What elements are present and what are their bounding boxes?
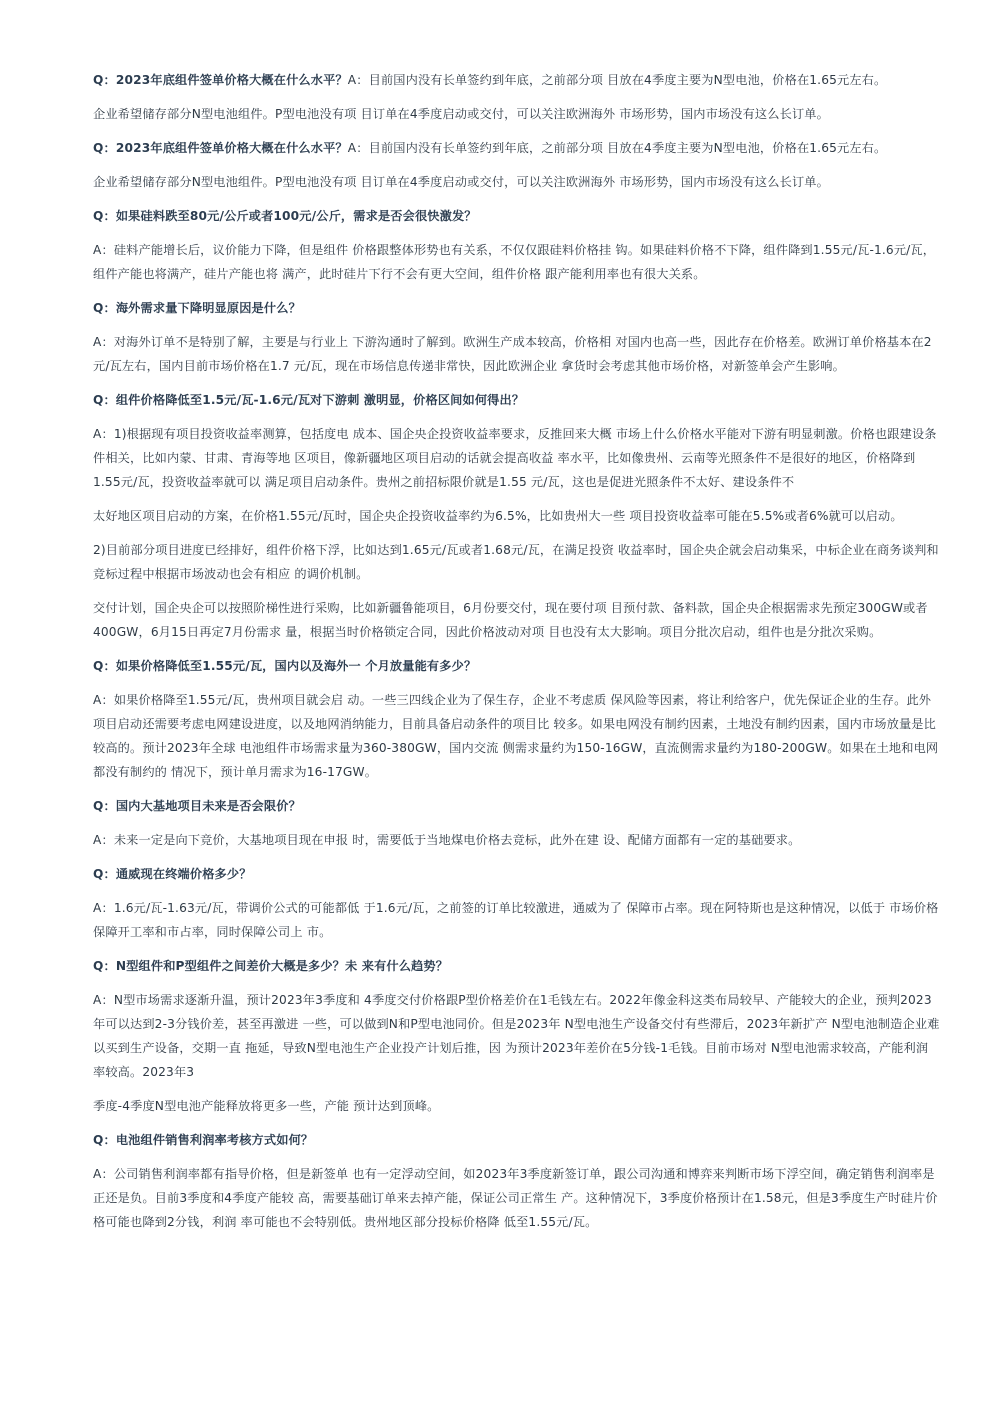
- answer-paragraph: 交付计划，国企央企可以按照阶梯性进行采购，比如新疆鲁能项目，6月份要交付，现在要付项 目预付款、备料款，国企央企根据需求先预定300GW或者400GW，6月15日再定7月份需求 量，根据当时价格锁定合同，因此价格波动对项 目也没有太大影响。项目分批次启动，组件也是分批次采购。: [93, 601, 928, 639]
- answer-paragraph: A：1.6元/瓦-1.63元/瓦，带调价公式的可能都低 于1.6元/瓦，之前签的订单比较激进，通威为了 保障市占率。现在阿特斯也是这种情况，以低于 市场价格保障开工率和市占率，同时保障公司上 市。: [93, 901, 939, 939]
- answer-text: A：目前国内没有长单签约到年底，之前部分项 目放在4季度主要为N型电池，价格在1.65元左右。: [347, 73, 887, 87]
- answer-paragraph: A：未来一定是向下竞价，大基地项目现在申报 时，需要低于当地煤电价格去竞标，此外在建 设、配储方面都有一定的基础要求。: [93, 833, 801, 847]
- answer-paragraph: 企业希望储存部分N型电池组件。P型电池没有项 目订单在4季度启动或交付，可以关注欧洲海外 市场形势，国内市场没有这么长订单。: [93, 175, 829, 189]
- answer-paragraph: A：硅料产能增长后，议价能力下降，但是组件 价格跟整体形势也有关系，不仅仅跟硅料价格挂 钩。如果硅料价格不下降，组件降到1.55元/瓦-1.6元/瓦，组件产能也将满产，硅片产能也将 满产，此时硅片下行不会有更大空间，组件价格 跟产能利用率也有很大关系。: [93, 243, 936, 281]
- question-heading: Q：海外需求量下降明显原因是什么？: [93, 301, 301, 315]
- answer-paragraph: A：公司销售利润率都有指导价格，但是新签单 也有一定浮动空间，如2023年3季度新签订单，跟公司沟通和博弈来判断市场下浮空间，确定销售利润率是正还是负。目前3季度和4季度产能较 高，需要基础订单来去掉产能，保证公司正常生 产。这种情况下，3季度价格预计在1.58元，但是3季度生产时硅片价格可能也降到2分钱，利润 率可能也不会特别低。贵州地区部分投标价格降 低至1.55元/瓦。: [93, 1167, 938, 1229]
- question-heading: Q：电池组件销售利润率考核方式如何？: [93, 1133, 314, 1147]
- question-text: Q：2023年底组件签单价格大概在什么水平？: [93, 73, 348, 87]
- answer-paragraph: 季度-4季度N型电池产能释放将更多一些，产能 预计达到顶峰。: [93, 1099, 440, 1113]
- answer-paragraph: 2)目前部分项目进度已经排好，组件价格下浮，比如达到1.65元/瓦或者1.68元/瓦，在满足投资 收益率时，国企央企就会启动集采，中标企业在商务谈判和竞标过程中根据市场波动也会有相应 的调价机制。: [93, 543, 939, 581]
- answer-paragraph: 企业希望储存部分N型电池组件。P型电池没有项 目订单在4季度启动或交付，可以关注欧洲海外 市场形势，国内市场没有这么长订单。: [93, 107, 829, 121]
- question-heading: Q：通威现在终端价格多少？: [93, 867, 252, 881]
- question-heading: Q：如果价格降低至1.55元/瓦，国内以及海外一 个月放量能有多少？: [93, 659, 477, 673]
- question-text: Q：2023年底组件签单价格大概在什么水平？: [93, 141, 348, 155]
- question-heading: Q：N型组件和P型组件之间差价大概是多少？未 来有什么趋势？: [93, 959, 449, 973]
- answer-text: A：目前国内没有长单签约到年底，之前部分项 目放在4季度主要为N型电池，价格在1.65元左右。: [347, 141, 887, 155]
- answer-paragraph: 太好地区项目启动的方案，在价格1.55元/瓦时，国企央企投资收益率约为6.5%，比如贵州大一些 项目投资收益率可能在5.5%或者6%就可以启动。: [93, 509, 903, 523]
- qa-paragraph: [93, 136, 940, 160]
- question-heading: Q：如果硅料跌至80元/公斤或者100元/公斤，需求是否会很快激发？: [93, 209, 477, 223]
- answer-paragraph: A：1)根据现有项目投资收益率测算，包括度电 成本、国企央企投资收益率要求，反推回来大概 市场上什么价格水平能对下游有明显刺激。价格也跟建设条件相关，比如内蒙、甘肃、青海等地 区项目，像新疆地区项目启动的话就会提高收益 率水平，比如像贵州、云南等光照条件不是很好的地区，价格降到1.55元/瓦，投资收益率就可以 满足项目启动条件。贵州之前招标限价就是1.55 元/瓦，这也是促进光照条件不太好、建设条件不: [93, 427, 937, 489]
- answer-paragraph: A：对海外订单不是特别了解，主要是与行业上 下游沟通时了解到。欧洲生产成本较高，价格相 对国内也高一些，因此存在价格差。欧洲订单价格基本在2元/瓦左右，国内目前市场价格在1.7 元/瓦，现在市场信息传递非常快，因此欧洲企业 拿货时会考虑其他市场价格，对新签单会产生影响。: [93, 335, 932, 373]
- answer-paragraph: A：如果价格降至1.55元/瓦，贵州项目就会启 动。一些三四线企业为了保生存，企业不考虑质 保风险等因素，将让利给客户，优先保证企业的生存。此外项目启动还需要考虑电网建设进度，以及地网消纳能力，目前具备启动条件的项目比 较多。如果电网没有制约因素，土地没有制约因素，国内市场放量是比较高的。预计2023年全球 电池组件市场需求量为360-380GW，国内交流 侧需求量约为150-16GW，直流侧需求量约为180-200GW。如果在土地和电网都没有制约的 情况下，预计单月需求为16-17GW。: [93, 693, 939, 779]
- qa-paragraph: [93, 68, 940, 92]
- question-heading: Q：组件价格降低至1.5元/瓦-1.6元/瓦对下游刺 激明显，价格区间如何得出？: [93, 393, 525, 407]
- question-heading: Q：国内大基地项目未来是否会限价？: [93, 799, 301, 813]
- answer-paragraph: A：N型市场需求逐渐升温，预计2023年3季度和 4季度交付价格跟P型价格差价在1毛钱左右。2022年像金科这类布局较早、产能较大的企业，预判2023年可以达到2-3分钱价差，甚至再激进 一些，可以做到N和P型电池同价。但是2023年 N型电池生产设备交付有些滞后，2023年新扩产 N型电池制造企业难以买到生产设备，交期一直 拖延，导致N型电池生产企业投产计划后推，因 为预计2023年差价在5分钱-1毛钱。目前市场对 N型电池需求较高，产能利润率较高。2023年3: [93, 993, 940, 1079]
